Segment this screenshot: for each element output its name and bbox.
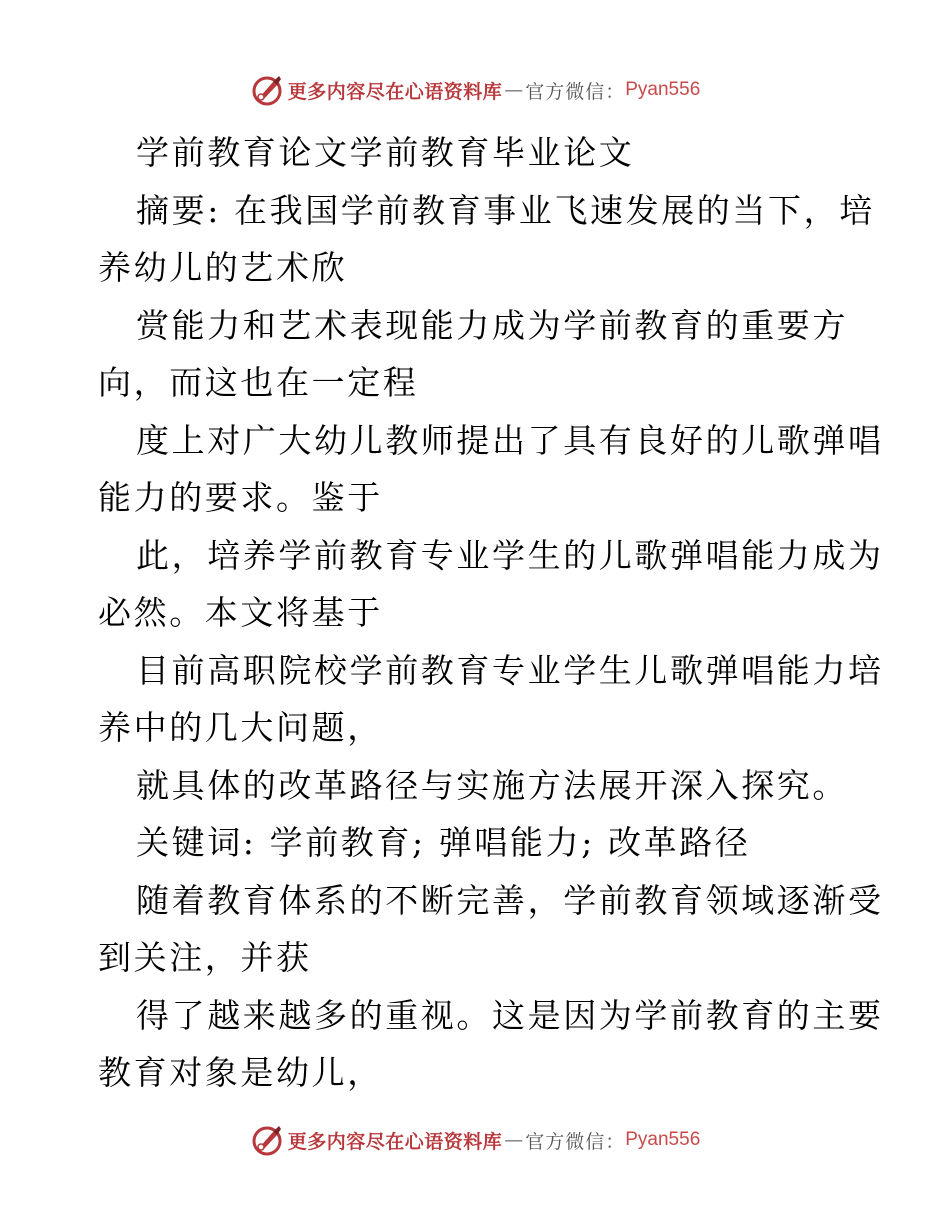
header-wechat-id: Pyan556 [625, 79, 701, 100]
document-body [98, 124, 884, 1102]
header-brand-text: 更多内容尽在心语资料库 [287, 80, 503, 103]
footer-brand-text: 更多内容尽在心语资料库 [287, 1130, 503, 1153]
brush-logo-icon [250, 73, 284, 107]
paragraph-line: 养幼儿的艺术欣 [98, 248, 348, 287]
footer-wechat-label: 官方微信： [525, 1130, 626, 1153]
paragraph-line: 养中的几大问题， [98, 708, 383, 747]
paragraph-line: 此，培养学前教育专业学生的儿歌弹唱能力成为 [136, 535, 884, 575]
paragraph-line: 教育对象是幼儿， [98, 1053, 383, 1092]
header-wechat-label: 官方微信： [525, 80, 626, 103]
header-banner [0, 70, 950, 110]
paragraph-line: 目前高职院校学前教育专业学生儿歌弹唱能力培 [136, 650, 884, 690]
paragraph-line: 必然。本文将基于 [98, 593, 383, 632]
footer-banner [0, 1120, 950, 1160]
footer-dash: — [504, 1129, 524, 1151]
paragraph-line: 随着教育体系的不断完善，学前教育领域逐渐受 [136, 880, 884, 920]
keywords-line: 关键词: 学前教育; 弹唱能力; 改革路径 [136, 823, 751, 862]
paragraph-line: 就具体的改革路径与实施方法展开深入探究。 [136, 765, 848, 805]
brush-logo-icon [250, 1123, 284, 1157]
paragraph-line: 摘要: 在我国学前教育事业飞速发展的当下，培 [136, 190, 875, 230]
document-title: 学前教育论文学前教育毕业论文 [136, 133, 635, 172]
paragraph-line: 能力的要求。鉴于 [98, 478, 383, 517]
paragraph-line: 到关注，并获 [98, 938, 312, 977]
paragraph-line: 度上对广大幼儿教师提出了具有良好的儿歌弹唱 [136, 420, 884, 460]
paragraph-line: 赏能力和艺术表现能力成为学前教育的重要方 [136, 305, 848, 345]
paragraph-line: 向，而这也在一定程 [98, 363, 419, 402]
header-dash: — [504, 79, 524, 101]
footer-wechat-id: Pyan556 [625, 1129, 701, 1150]
paragraph-line: 得了越来越多的重视。这是因为学前教育的主要 [136, 995, 884, 1035]
